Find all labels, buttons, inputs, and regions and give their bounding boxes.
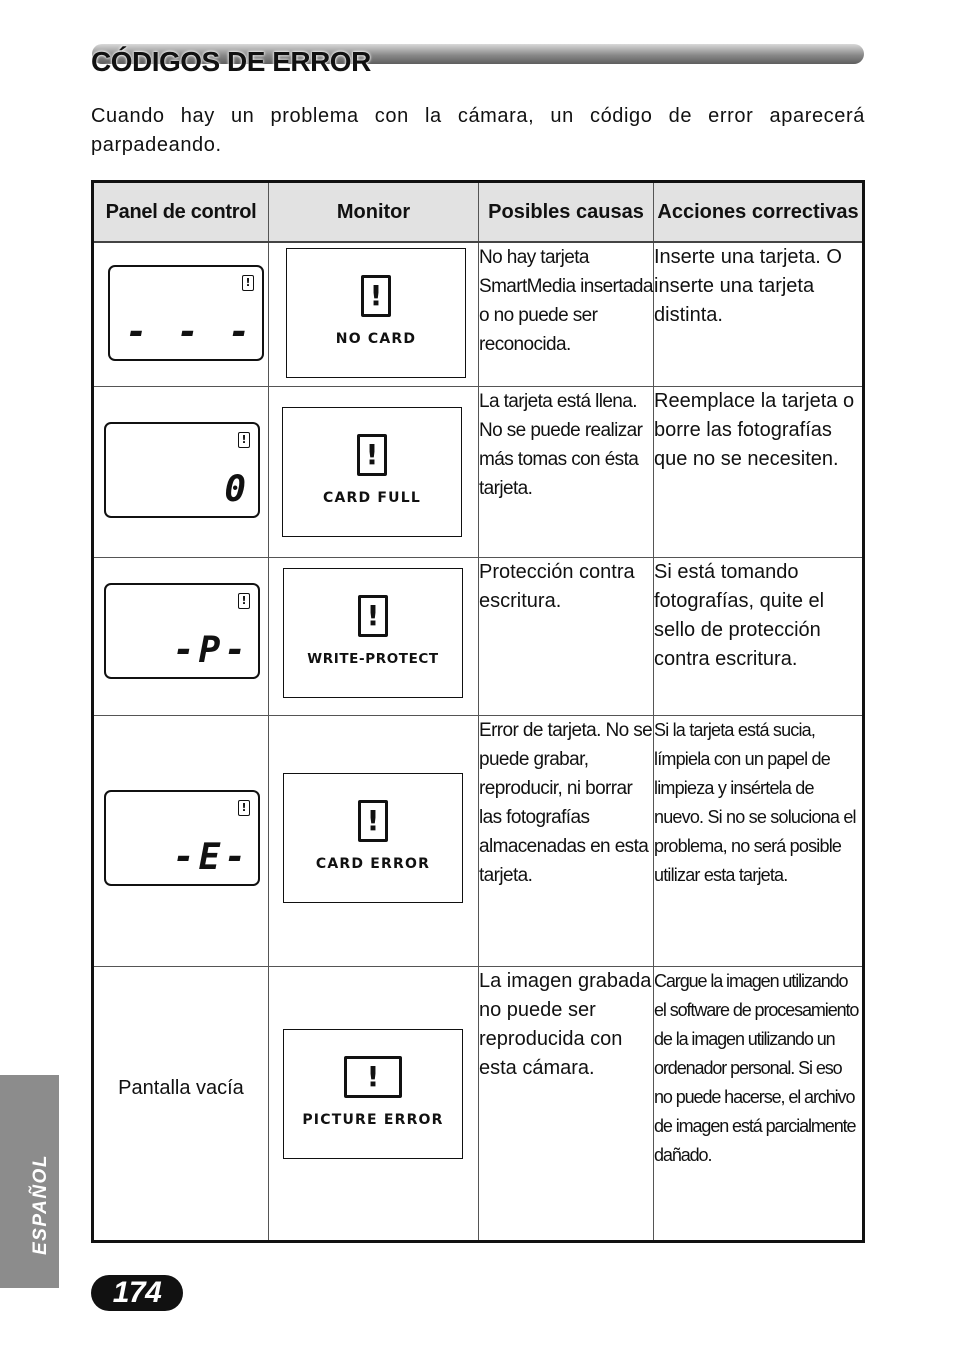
monitor-message: NO CARD [335, 331, 417, 347]
monitor-cell [269, 966, 479, 1241]
monitor-message: PICTURE ERROR [302, 1111, 444, 1128]
warning-icon: ! [358, 595, 388, 637]
action-cell: Si la tarjeta está sucia, límpiela con un papel de limpieza y insértela de nuevo. Si no se soluciona el problema, no será posible utilizar esta tarjeta. [654, 715, 864, 966]
header-causes: Posibles causas [479, 182, 654, 243]
table-row [93, 386, 864, 557]
lcd-code: 0 [224, 468, 250, 510]
table-row [93, 242, 864, 386]
cause-cell: Error de tarjeta. No se puede grabar, reproducir, ni borrar las fotografías almacenadas en esta tarjeta. [479, 715, 654, 966]
cause-cell: No hay tarjeta SmartMedia insertada o no puede ser reconocida. [479, 242, 654, 386]
monitor-screen [283, 568, 463, 698]
cause-cell: La imagen grabada no puede ser reproducida con esta cámara. [479, 966, 654, 1241]
monitor-cell [269, 715, 479, 966]
header-actions: Acciones correctivas [654, 182, 864, 243]
table-header-row [93, 182, 864, 243]
monitor-screen [282, 407, 462, 537]
lcd-display [108, 265, 264, 361]
warning-icon: ! [357, 434, 387, 476]
cause-cell: Protección contra escritura. [479, 557, 654, 715]
table-row [93, 715, 864, 966]
warning-icon: ! [238, 593, 250, 609]
monitor-cell [269, 557, 479, 715]
language-label: ESPAÑOL [30, 1154, 51, 1255]
panel-cell [93, 966, 269, 1241]
warning-icon: ! [361, 275, 391, 317]
monitor-cell [269, 386, 479, 557]
warning-icon: ! [242, 275, 254, 291]
panel-cell [93, 715, 269, 966]
table-row [93, 557, 864, 715]
action-cell: Inserte una tarjeta. O inserte una tarjeta distinta. [654, 242, 864, 386]
lcd-display [104, 790, 260, 886]
lcd-code: -P- [172, 629, 250, 671]
lcd-code: -E- [172, 836, 250, 878]
error-codes-table [91, 180, 865, 1243]
monitor-cell [269, 242, 479, 386]
action-cell: Reemplace la tarjeta o borre las fotografías que no se necesiten. [654, 386, 864, 557]
page-title: CÓDIGOS DE ERROR [91, 46, 371, 77]
warning-icon: ! [344, 1056, 402, 1098]
monitor-message: CARD ERROR [315, 855, 431, 872]
lcd-display [104, 422, 260, 518]
lcd-display [104, 583, 260, 679]
intro-paragraph: Cuando hay un problema con la cámara, un código de error aparecerá parpadeando. [91, 105, 865, 156]
language-tab [0, 1075, 59, 1288]
page-number: 174 [91, 1275, 183, 1311]
cause-cell: La tarjeta está llena. No se puede realizar más tomas con ésta tarjeta. [479, 386, 654, 557]
panel-cell [93, 557, 269, 715]
monitor-screen [283, 1029, 463, 1159]
monitor-message: CARD FULL [323, 489, 421, 506]
header-monitor: Monitor [269, 182, 479, 243]
panel-cell [93, 242, 269, 386]
action-cell: Si está tomando fotografías, quite el sello de protección contra escritura. [654, 557, 864, 715]
table-row [93, 966, 864, 1241]
panel-cell [93, 386, 269, 557]
warning-icon: ! [238, 800, 250, 816]
header-panel: Panel de control [93, 182, 269, 243]
empty-screen-label: Pantalla vacía [118, 1076, 244, 1099]
monitor-screen [286, 248, 466, 378]
action-cell: Cargue la imagen utilizando el software de procesamiento de la imagen utilizando un ordenador personal. Si eso no puede hacerse, el archivo de imagen está parcialmente dañado. [654, 966, 864, 1241]
monitor-message: WRITE-PROTECT [307, 650, 439, 667]
lcd-code: - - - [125, 312, 254, 353]
warning-icon: ! [358, 800, 388, 842]
warning-icon: ! [238, 432, 250, 448]
monitor-screen [283, 773, 463, 903]
